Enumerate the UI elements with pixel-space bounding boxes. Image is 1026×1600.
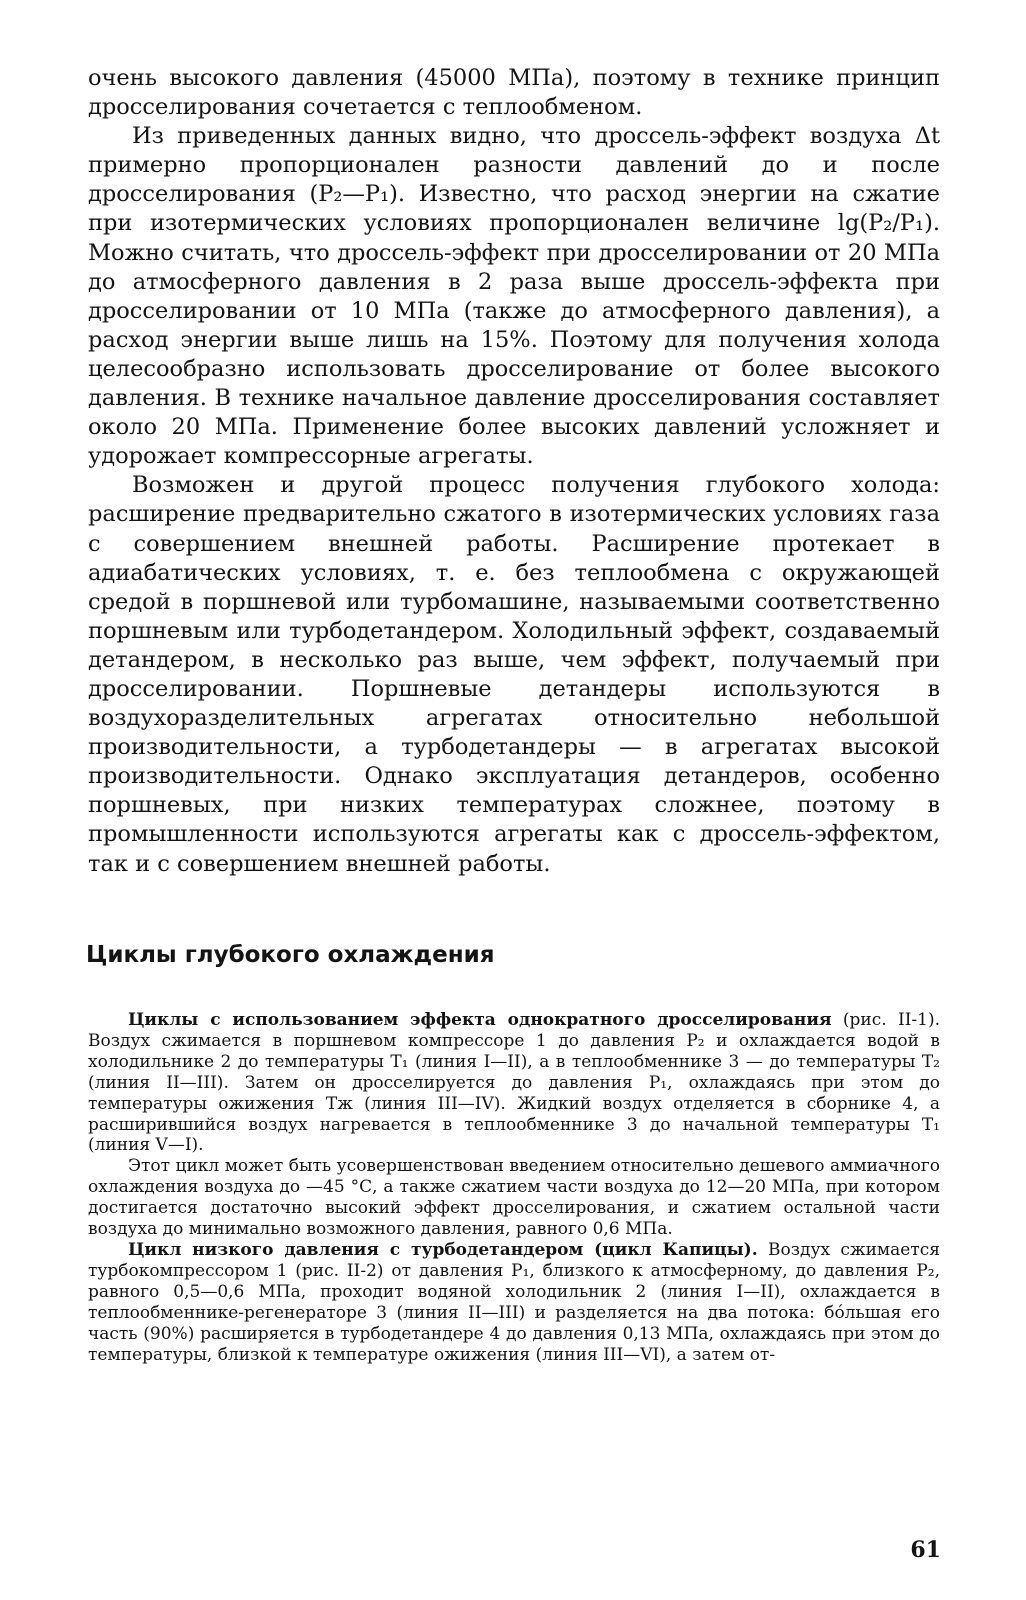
section-heading: Циклы глубокого охлаждения [86,942,495,968]
paragraph-body: Этот цикл может быть усовершенствован введением относительно дешевого аммиачного охлаждения воздуха до —45 °С, а также сжатием части воздуха до 12—20 МПа, при котором достигается достаточно высокий эффект дросселирования, и сжатием остальной части воздуха до минимально возможного давления, равного 0,6 МПа. [88,1156,940,1240]
paragraph-body: (рис. II-1). Воздух сжимается в поршневом компрессоре 1 до давления P₂ и охлаждается водой в холодильнике 2 до температуры T₁ (линия I—II), а в теплообменнике 3 — до температуры T₂ (линия II—III). Затем он дросселируется до давления P₁, охлаждаясь при этом до температуры ожижения Tж (линия III—IV). Жидкий воздух отделяется в сборнике 4, а расширившийся воздух нагревается в теплообменнике 3 до начальной температуры T₁ (линия V—I). [88,1010,941,1156]
paragraph-cycle-improvement [88,1156,940,1240]
paragraph-kapitsa-cycle [88,1240,940,1365]
page-number: 61 [910,1537,941,1563]
paragraph-continuation: очень высокого давления (45000 МПа), поэтому в технике принцип дросселирования сочетается с теплообменом. [88,65,940,121]
paragraph-expansion: Возможен и другой процесс получения глубокого холода: расширение предварительно сжатого в изотермических условиях газа с совершением внешней работы. Расширение протекает в адиабатических условиях, т. е. без теплообмена с окружающей средой в поршневой или турбомашине, называемыми соответственно поршневым или турбодетандером. Холодильный эффект, создаваемый детандером, в несколько раз выше, чем эффект, получаемый при дросселировании. Поршневые детандеры используются в воздухоразделительных агрегатах относительно небольшой производительности, а турбодетандеры — в агрегатах высокой производительности. Однако эксплуатация детандеров, особенно поршневых, при низких температурах сложнее, поэтому в промышленности используются агрегаты как с дроссель-эффектом, так и с совершением внешней работы. [88,472,940,877]
paragraph-lead-bold: Цикл низкого давления с турбодетандером (цикл Капицы). [128,1239,758,1260]
main-text [88,64,940,879]
paragraph-lead-bold: Циклы с использованием эффекта однократного дросселирования [128,1010,832,1030]
small-print-text [88,1010,940,1365]
paragraph-body: Воздух сжимается турбокомпрессором 1 (рис. II-2) от давления P₁, близкого к атмосферному, до давления P₂, равного 0,5—0,6 МПа, проходит водяной холодильник 2 (линия I—II), охлаждается в теплообменнике-регенераторе 3 (линия II—III) и разделяется на два потока: бóльшая его часть (90%) расширяется в турбодетандере 4 до давления 0,13 МПа, охлаждаясь при этом до температуры, близкой к температуре ожижения (линия III—VI), а затем от- [88,1239,940,1365]
paragraph-throttle-effect: Из приведенных данных видно, что дроссель-эффект воздуха Δt примерно пропорционален разности давлений до и после дросселирования (P₂—P₁). Известно, что расход энергии на сжатие при изотермических условиях пропорционален величине lg(P₂/P₁). Можно считать, что дроссель-эффект при дросселировании от 20 МПа до атмосферного давления в 2 раза выше дроссель-эффекта при дросселировании от 10 МПа (также до атмосферного давления), а расход энергии выше лишь на 15%. Поэтому для получения холода целесообразно использовать дросселирование от более высокого давления. В технике начальное давление дросселирования составляет около 20 МПа. Применение более высоких давлений усложняет и удорожает компрессорные агрегаты. [88,123,940,470]
paragraph-single-throttling [88,1010,940,1156]
